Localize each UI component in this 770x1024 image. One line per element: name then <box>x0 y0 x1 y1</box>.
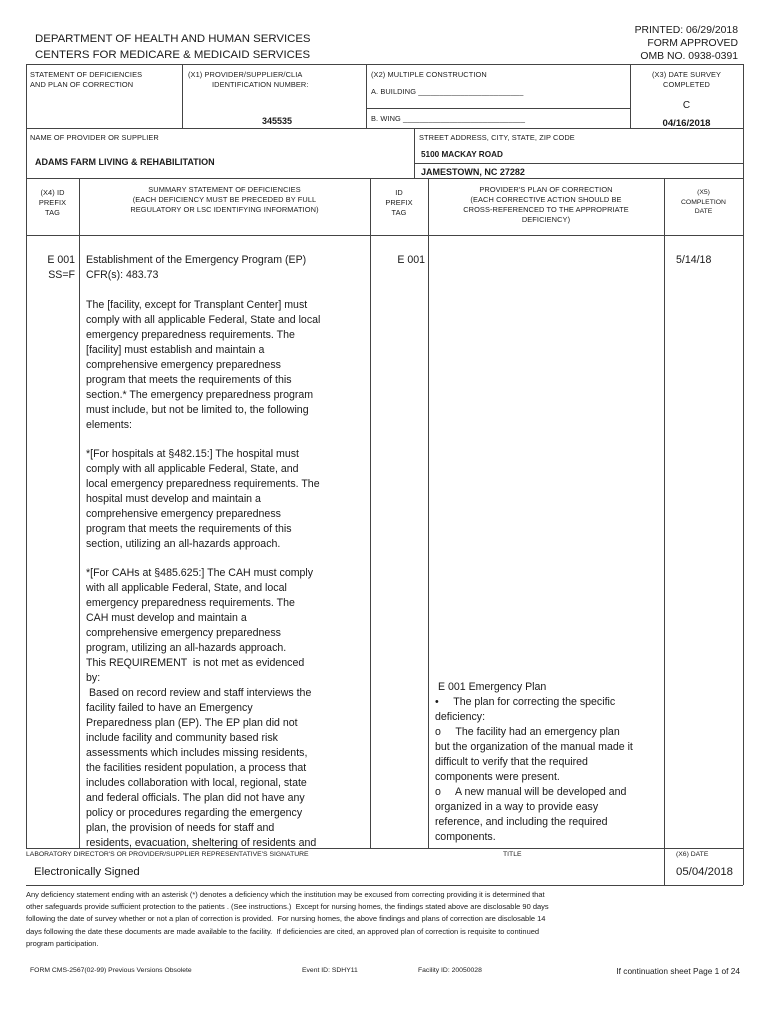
id-prefix-header: ID PREFIX TAG <box>385 188 413 217</box>
requirement-paragraph-1-line: elements: <box>86 419 132 431</box>
survey-completed-date: 04/16/2018 <box>662 118 711 129</box>
requirement-paragraph-3-line: plan, the provision of needs for staff and <box>86 822 275 834</box>
page-indicator: If continuation sheet Page 1 of 24 <box>616 966 740 976</box>
plan-of-correction-line: E 001 Emergency Plan <box>435 681 547 693</box>
signature-value: Electronically Signed <box>34 866 140 878</box>
plan-of-correction-line: components. <box>435 831 496 843</box>
plan-of-correction-text <box>435 680 663 845</box>
requirement-paragraph-3-line: and federal officials. The plan did not have any <box>86 792 305 804</box>
requirement-paragraph-2 <box>86 447 368 552</box>
requirement-paragraph-3-line: Based on record review and staff interviews the <box>86 687 312 699</box>
deficiency-title: Establishment of the Emergency Program (EP) CFR(s): 483.73 <box>86 254 307 281</box>
title-label: TITLE <box>503 851 522 858</box>
facility-id: Facility ID: 20050028 <box>418 967 482 974</box>
severity-scope: SS=F <box>48 269 75 281</box>
signature-date-label: (X6) DATE <box>676 851 709 858</box>
provider-name: ADAMS FARM LIVING & REHABILITATION <box>35 157 215 167</box>
requirement-paragraph-2-line: comply with all applicable Federal, State, and <box>86 463 299 475</box>
form-approved: FORM APPROVED <box>647 38 738 49</box>
requirement-paragraph-3-line: policy or procedures regarding the emergency <box>86 807 303 819</box>
requirement-paragraph-1-line: section.* The emergency preparedness program <box>86 389 314 401</box>
requirement-paragraph-2-line: comprehensive emergency preparedness <box>86 508 281 520</box>
deficiency-tag: E 001 <box>47 254 75 266</box>
requirement-paragraph-1-line: emergency preparedness requirements. The <box>86 329 295 341</box>
deficiency-text <box>86 253 368 865</box>
building-label: A. BUILDING _________________________ <box>371 87 524 96</box>
requirement-paragraph-3-line: This REQUIREMENT is not met as evidenced <box>86 657 305 669</box>
x1-label: (X1) PROVIDER/SUPPLIER/CLIA <box>188 70 303 79</box>
plan-of-correction-line: o The facility had an emergency plan <box>435 726 620 738</box>
address-label: STREET ADDRESS, CITY, STATE, ZIP CODE <box>419 133 575 142</box>
signature-label: LABORATORY DIRECTOR'S OR PROVIDER/SUPPLIER REPRESENTATIVE'S SIGNATURE <box>26 851 309 858</box>
x3-label: (X3) DATE SURVEY <box>651 70 722 79</box>
plan-tag: E 001 <box>397 254 425 266</box>
survey-code: C <box>682 100 691 111</box>
plan-of-correction-line: difficult to verify that the required <box>435 756 588 768</box>
summary-statement-header: SUMMARY STATEMENT OF DEFICIENCIES (EACH DEFICIENCY MUST BE PRECEDED BY FULL REGULATORY OR LSC IDENTIFYING INFORMATION) <box>130 185 319 214</box>
requirement-paragraph-3-line: *[For CAHs at §485.625:] The CAH must comply <box>86 567 314 579</box>
city-state-zip: JAMESTOWN, NC 27282 <box>421 167 525 177</box>
requirement-paragraph-2-line: program that meets the requirements of this <box>86 523 292 535</box>
plan-of-correction-header: PROVIDER'S PLAN OF CORRECTION (EACH CORRECTIVE ACTION SHOULD BE CROSS-REFERENCED TO THE APPROPRIATE DEFICIENCY) <box>463 185 629 224</box>
requirement-paragraph-1-line: The [facility, except for Transplant Center] must <box>86 299 308 311</box>
requirement-paragraph-1 <box>86 298 368 433</box>
statement-label: STATEMENT OF DEFICIENCIES <box>30 70 143 79</box>
x4-id-prefix-header: (X4) ID PREFIX TAG <box>38 188 67 217</box>
form-number: FORM CMS-2567(02-99) Previous Versions Obsolete <box>30 967 192 974</box>
completion-date-header: (X5) COMPLETION DATE <box>681 189 726 215</box>
disclaimer-line: program participation. <box>26 938 99 948</box>
omb-number: OMB NO. 0938-0391 <box>640 51 738 62</box>
requirement-paragraph-3-line: assessments which includes missing residents, <box>86 747 308 759</box>
requirement-paragraph-3-line: emergency preparedness requirements. The <box>86 597 295 609</box>
requirement-paragraph-1-line: [facility] must establish and maintain a <box>86 344 265 356</box>
wing-label: B. WING _____________________________ <box>371 114 526 123</box>
x3-label-2: COMPLETED <box>663 80 710 89</box>
provider-id-number: 345535 <box>262 116 293 126</box>
disclaimer-line: other safeguards provide sufficient protection to the patients . (See instructions.) Except for nursing homes, the findings stated above are disclosable 90 days <box>26 902 549 912</box>
disclaimer-text <box>26 889 746 950</box>
requirement-paragraph-3-line: include facility and community based risk <box>86 732 278 744</box>
completion-date: 5/14/18 <box>676 254 712 266</box>
requirement-paragraph-2-line: local emergency preparedness requirements. The <box>86 478 320 490</box>
plan-of-correction-line: but the organization of the manual made it <box>435 741 633 753</box>
plan-of-correction-line: reference, and including the required <box>435 816 608 828</box>
x2-label: (X2) MULTIPLE CONSTRUCTION <box>371 70 487 79</box>
plan-of-correction-line: organized in a way to provide easy <box>435 801 599 813</box>
plan-of-correction-line: o A new manual will be developed and <box>435 786 627 798</box>
requirement-paragraph-3-line: comprehensive emergency preparedness <box>86 627 281 639</box>
requirement-paragraph-1-line: must include, but not be limited to, the following <box>86 404 309 416</box>
signature-date: 05/04/2018 <box>676 866 734 878</box>
plan-of-correction-line: • The plan for correcting the specific <box>435 696 616 708</box>
requirement-paragraph-3-line: the facilities resident population, a process that <box>86 762 307 774</box>
requirement-paragraph-2-line: *[For hospitals at §482.15:] The hospital must <box>86 448 299 460</box>
requirement-paragraph-1-line: comprehensive emergency preparedness <box>86 359 281 371</box>
disclaimer-line: Any deficiency statement ending with an asterisk (*) denotes a deficiency which the institution may be excused from correcting providing it is determined that <box>26 890 545 899</box>
requirement-paragraph-2-line: hospital must develop and maintain a <box>86 493 261 505</box>
event-id: Event ID: SDHY11 <box>302 967 358 974</box>
requirement-paragraph-3-line: by: <box>86 672 101 684</box>
requirement-paragraph-3-line: facility failed to have an Emergency <box>86 702 253 714</box>
street-address: 5100 MACKAY ROAD <box>421 150 503 159</box>
statement-label-2: AND PLAN OF CORRECTION <box>30 80 134 89</box>
requirement-paragraph-1-line: comply with all applicable Federal, State and local <box>86 314 321 326</box>
requirement-paragraph-3-line: CAH must develop and maintain a <box>86 612 247 624</box>
x1-label-2: IDENTIFICATION NUMBER: <box>212 80 309 89</box>
requirement-paragraph-1-line: program that meets the requirements of this <box>86 374 292 386</box>
plan-of-correction-line: components were present. <box>435 771 560 783</box>
requirement-paragraph-3 <box>86 566 368 851</box>
requirement-paragraph-3-line: program, utilizing an all-hazards approach. <box>86 642 287 654</box>
disclaimer-line: following the date of survey whether or not a plan of correction is provided. For nursing homes, the above findings and plans of correction are disclosable 14 <box>26 914 546 924</box>
department-name: DEPARTMENT OF HEALTH AND HUMAN SERVICES <box>35 33 311 45</box>
requirement-paragraph-3-line: includes collaboration with local, regional, state <box>86 777 307 789</box>
requirement-paragraph-3-line: with all applicable Federal, State, and local <box>86 582 287 594</box>
requirement-paragraph-2-line: section, utilizing an all-hazards approach. <box>86 538 281 550</box>
printed-date: PRINTED: 06/29/2018 <box>634 25 738 36</box>
provider-name-label: NAME OF PROVIDER OR SUPPLIER <box>30 133 159 142</box>
agency-name: CENTERS FOR MEDICARE & MEDICAID SERVICES <box>35 49 311 61</box>
requirement-paragraph-3-line: Preparedness plan (EP). The EP plan did not <box>86 717 298 729</box>
requirement-paragraph-3-line: residents, evacuation, sheltering of residents and <box>86 837 317 849</box>
disclaimer-line: days following the date these documents are made available to the facility. If deficiencies are cited, an approved plan of correction is requisite to continued <box>26 926 540 936</box>
plan-of-correction-line: deficiency: <box>435 711 486 723</box>
